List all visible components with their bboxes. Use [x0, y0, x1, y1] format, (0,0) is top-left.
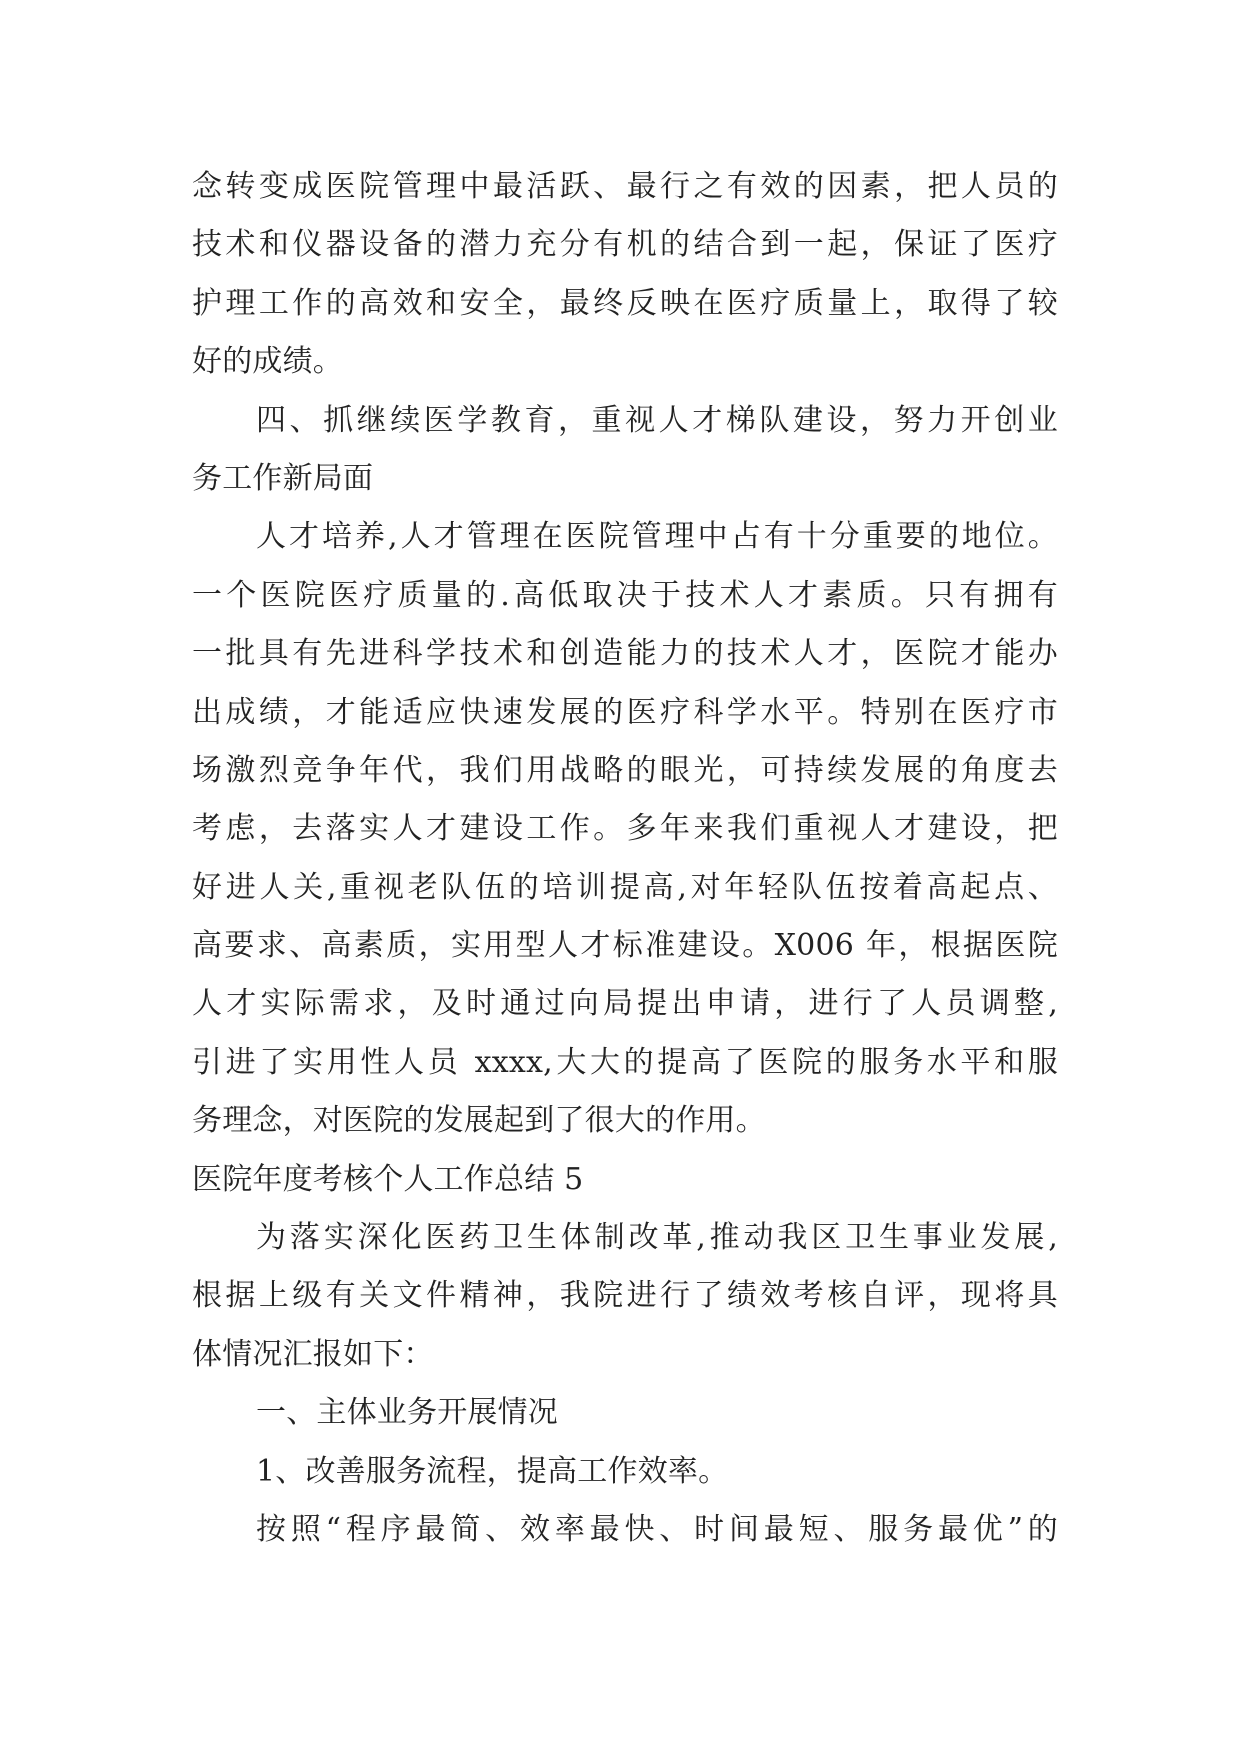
- text-line: 出成绩，才能适应快速发展的医疗科学水平。特别在医疗市: [192, 694, 1058, 730]
- text-line: 1、改善服务流程，提高工作效率。: [256, 1453, 729, 1489]
- text-line: 为落实深化医药卫生体制改革,推动我区卫生事业发展,: [256, 1220, 1058, 1256]
- text-line: 四、抓继续医学教育，重视人才梯队建设，努力开创业: [256, 402, 1058, 438]
- text-line: 高要求、高素质，实用型人才标准建设。X006 年，根据医院: [192, 928, 1058, 964]
- body-text: [192, 158, 1058, 1559]
- text-line: 引进了实用性人员 xxxx,大大的提高了医院的服务水平和服: [192, 1044, 1058, 1080]
- text-line: 务理念，对医院的发展起到了很大的作用。: [192, 1103, 766, 1139]
- text-line: 体情况汇报如下：: [192, 1336, 434, 1372]
- text-line: 好的成绩。: [192, 344, 343, 380]
- text-line: 按照“程序最简、效率最快、时间最短、服务最优”的: [256, 1511, 1058, 1547]
- text-line: 场激烈竞争年代，我们用战略的眼光，可持续发展的角度去: [192, 752, 1058, 788]
- text-line: 好进人关,重视老队伍的培训提高,对年轻队伍按着高起点、: [192, 869, 1058, 905]
- text-line: 考虑，去落实人才建设工作。多年来我们重视人才建设，把: [192, 811, 1058, 847]
- text-line: 务工作新局面: [192, 460, 374, 496]
- text-line: 根据上级有关文件精神，我院进行了绩效考核自评，现将具: [192, 1278, 1058, 1314]
- text-line: 一个医院医疗质量的.高低取决于技术人才素质。只有拥有: [192, 577, 1058, 613]
- text-line: 技术和仪器设备的潜力充分有机的结合到一起，保证了医疗: [192, 227, 1058, 263]
- text-line: 医院年度考核个人工作总结 5: [192, 1161, 584, 1197]
- text-line: 一、主体业务开展情况: [256, 1395, 558, 1431]
- text-line: 护理工作的高效和安全，最终反映在医疗质量上，取得了较: [192, 285, 1058, 321]
- text-line: 念转变成医院管理中最活跃、最行之有效的因素，把人员的: [192, 169, 1058, 204]
- text-line: 人才培养,人才管理在医院管理中占有十分重要的地位。: [256, 519, 1058, 555]
- text-line: 人才实际需求，及时通过向局提出申请，进行了人员调整,: [192, 986, 1058, 1022]
- text-line: 一批具有先进科学技术和创造能力的技术人才，医院才能办: [192, 636, 1058, 672]
